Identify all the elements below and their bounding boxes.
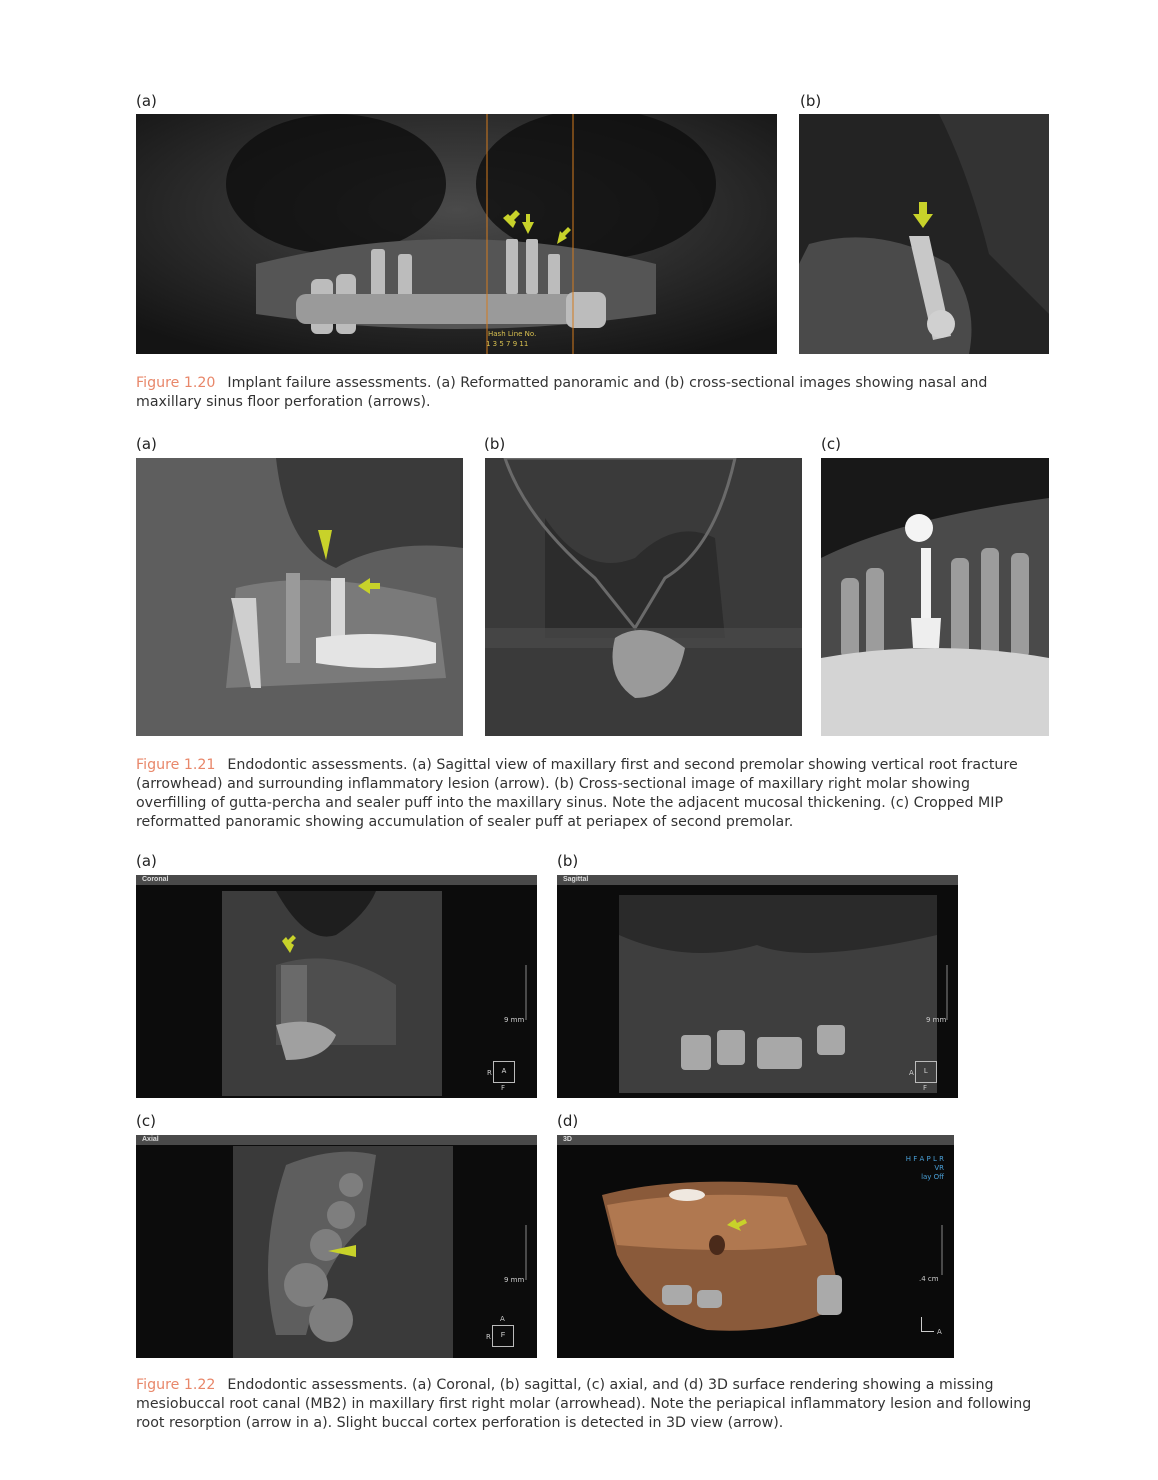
fig21a-sagittal-image bbox=[136, 458, 463, 736]
fig22a-orient-bottom: F bbox=[501, 1084, 506, 1092]
fig21c-mip-panoramic-image bbox=[821, 458, 1049, 736]
fig20a-slice-numbers: 1 3 5 7 9 11 bbox=[486, 340, 529, 348]
fig20a-slice-label: Hash Line No. bbox=[488, 330, 537, 338]
fig22d-scale-label: .4 cm bbox=[919, 1275, 939, 1283]
fig20-caption-text: Implant failure assessments. (a) Reformatted panoramic and (b) cross-sectional images showing nasal and maxillary sinus floor perforation (arrows). bbox=[136, 375, 988, 410]
fig20b-cross-section-image bbox=[799, 114, 1049, 354]
fig21-label-b: (b) bbox=[484, 435, 506, 453]
fig21-caption-number: Figure 1.21 bbox=[136, 757, 216, 773]
fig22-caption-number: Figure 1.22 bbox=[136, 1377, 216, 1393]
fig20-label-b: (b) bbox=[800, 92, 822, 110]
fig22b-viewer-title: Sagittal bbox=[557, 875, 958, 885]
fig22-label-b: (b) bbox=[557, 852, 579, 870]
fig22c-viewer-title: Axial bbox=[136, 1135, 537, 1145]
fig22c-orient-top: A bbox=[500, 1315, 505, 1323]
fig20-caption bbox=[136, 374, 1036, 412]
fig22a-orient-left: R bbox=[487, 1069, 492, 1077]
fig22c-orient-left: R bbox=[486, 1333, 491, 1341]
fig22d-orient-right: A bbox=[937, 1328, 942, 1336]
fig22-caption bbox=[136, 1376, 1036, 1433]
fig22a-orientation-cube[interactable]: A bbox=[493, 1061, 515, 1083]
fig22a-scale-label: 9 mm bbox=[504, 1016, 525, 1024]
fig22d-overlay-line1[interactable]: H F A P L R bbox=[905, 1155, 944, 1163]
fig22-caption-text: Endodontic assessments. (a) Coronal, (b) sagittal, (c) axial, and (d) 3D surface rendering showing a missing mesiobuccal root canal (MB2) in maxillary first right molar (arrowhead). Note the periapical inflammatory lesion and following root resorption (arrow in a). Slight buccal cortex perforation is detected in 3D view (arrow). bbox=[136, 1377, 1032, 1431]
fig22d-view-overlay bbox=[906, 1155, 944, 1182]
fig22d-overlay-line3[interactable]: lay Off bbox=[921, 1173, 944, 1181]
fig22c-orientation-cube[interactable]: F bbox=[492, 1325, 514, 1347]
fig22c-scale-label: 9 mm bbox=[504, 1276, 525, 1284]
fig22b-orient-left: A bbox=[909, 1069, 914, 1077]
fig22c-axial-viewer bbox=[136, 1135, 537, 1358]
fig22b-orient-bottom: F bbox=[923, 1084, 928, 1092]
fig21-label-c: (c) bbox=[821, 435, 841, 453]
fig22d-viewer-title: 3D bbox=[557, 1135, 954, 1145]
fig20a-panoramic-image bbox=[136, 114, 777, 354]
fig21-label-a: (a) bbox=[136, 435, 157, 453]
fig22d-3d-viewer bbox=[557, 1135, 954, 1358]
fig22d-axis-widget bbox=[921, 1317, 934, 1332]
fig22b-scale-label: 9 mm bbox=[926, 1016, 947, 1024]
fig21-caption-text: Endodontic assessments. (a) Sagittal view of maxillary first and second premolar showing vertical root fracture (arrowhead) and surrounding inflammatory lesion (arrow). (b) Cross-sectional image of maxillary right molar showing overfilling of gutta-percha and sealer puff into the maxillary sinus. Note the adjacent mucosal thickening. (c) Cropped MIP reformatted panoramic showing accumulation of sealer puff at periapex of second premolar. bbox=[136, 757, 1018, 830]
fig22b-sagittal-viewer bbox=[557, 875, 958, 1098]
fig22-label-a: (a) bbox=[136, 852, 157, 870]
fig22-label-c: (c) bbox=[136, 1112, 156, 1130]
fig22a-coronal-viewer bbox=[136, 875, 537, 1098]
fig22a-viewer-title: Coronal bbox=[136, 875, 537, 885]
fig21-caption bbox=[136, 756, 1036, 832]
fig21b-cross-section-image bbox=[485, 458, 802, 736]
fig22b-orientation-cube[interactable]: L bbox=[915, 1061, 937, 1083]
fig20-label-a: (a) bbox=[136, 92, 157, 110]
fig22d-overlay-line2[interactable]: VR bbox=[934, 1164, 944, 1172]
fig20-caption-number: Figure 1.20 bbox=[136, 375, 216, 391]
fig22-label-d: (d) bbox=[557, 1112, 579, 1130]
